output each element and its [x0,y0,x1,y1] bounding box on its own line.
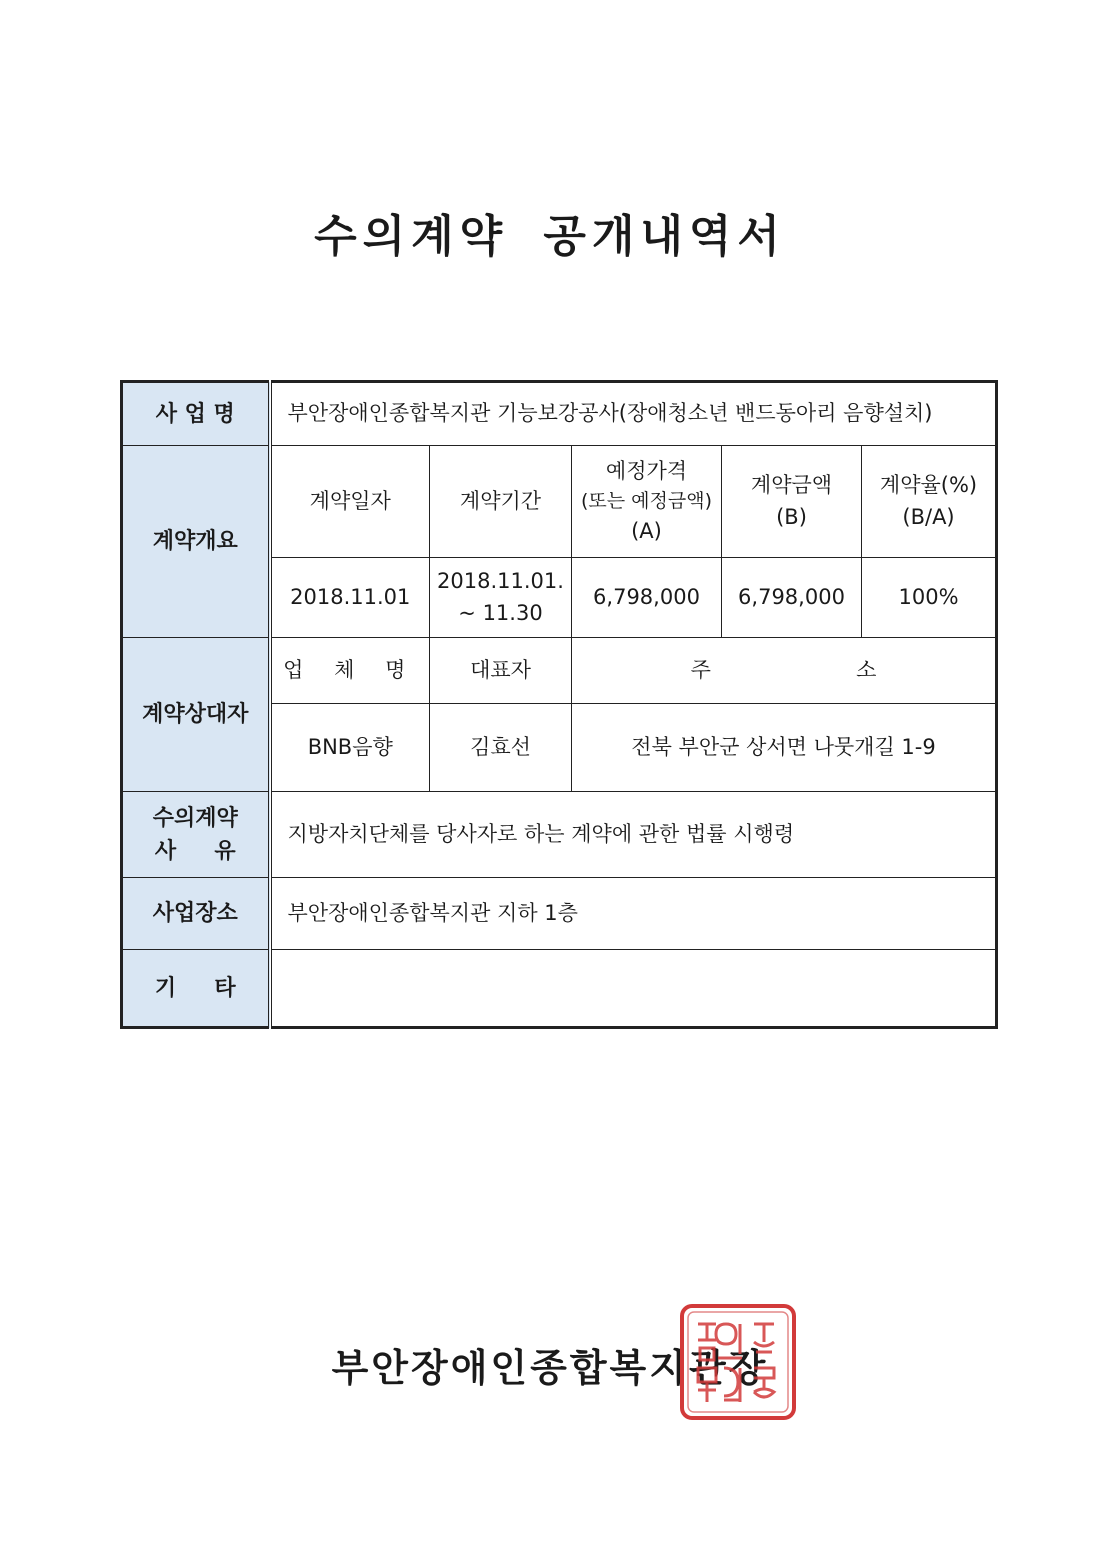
company-name-header: 업 체 명 [270,638,430,704]
etc-label: 기 타 [122,950,270,1028]
contract-period-value: 2018.11.01. ~ 11.30 [430,558,572,638]
counterparty-label: 계약상대자 [122,638,270,792]
overview-label: 계약개요 [122,446,270,638]
location-label: 사업장소 [122,878,270,950]
representative-header: 대표자 [430,638,572,704]
contract-disclosure-table [120,380,998,1029]
address-value: 전북 부안군 상서면 나뭇개길 1-9 [572,704,997,792]
document-title: 수의계약 공개내역서 [314,211,786,262]
contract-rate-value: 100% [862,558,997,638]
estimated-price-value: 6,798,000 [572,558,722,638]
reason-label: 수의계약 사 유 [122,792,270,878]
contract-period-header: 계약기간 [430,446,572,558]
etc-value [270,950,997,1028]
contract-date-header: 계약일자 [270,446,430,558]
reason-value: 지방자치단체를 당사자로 하는 계약에 관한 법률 시행령 [270,792,997,878]
company-name-value: BNB음향 [270,704,430,792]
project-name-value: 부안장애인종합복지관 기능보강공사(장애청소년 밴드동아리 음향설치) [270,382,997,446]
contract-rate-header: 계약율(%) (B/A) [862,446,997,558]
contract-date-value: 2018.11.01 [270,558,430,638]
issuer-name: 부안장애인종합복지관장 [331,1346,769,1390]
address-header: 주 소 [572,638,997,704]
location-value: 부안장애인종합복지관 지하 1층 [270,878,997,950]
project-name-label: 사 업 명 [122,382,270,446]
contract-amount-value: 6,798,000 [722,558,862,638]
official-seal-icon [678,1302,798,1422]
representative-value: 김효선 [430,704,572,792]
contract-amount-header: 계약금액 (B) [722,446,862,558]
estimated-price-header: 예정가격 (또는 예정금액) (A) [572,446,722,558]
